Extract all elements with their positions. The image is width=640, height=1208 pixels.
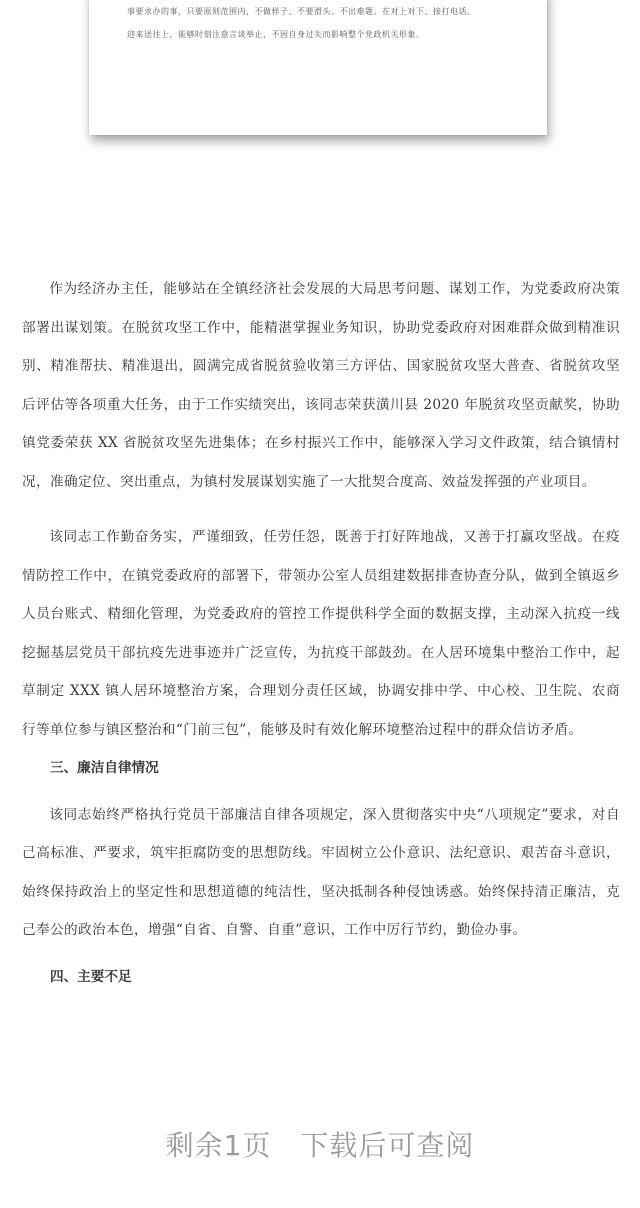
paragraph-economy-office: 作为经济办主任，能够站在全镇经济社会发展的大局思考问题、谋划工作，为党委政府决策部署出谋划策。在脱贫攻坚工作中，能精湛掌握业务知识，协助党委政府对困难群众做到精准识别、精准帮扶、精准退出，圆满完成省脱贫验收第三方评估、国家脱贫攻坚大普查、省脱贫攻坚后评估等各项重大任务，由于工作实绩突出，该同志荣获潢川县 2020 年脱贫攻坚贡献奖，协助镇党委荣获 XX 省脱贫攻坚先进集体；在乡村振兴工作中，能够深入学习文件政策，结合镇情村况，准确定位、突出重点，为镇村发展谋划实施了一大批契合度高、效益发挥强的产业项目。 [22,281,620,490]
paragraph-work-style: 该同志工作勤奋务实，严谨细致，任劳任怨，既善于打好阵地战，又善于打赢攻坚战。在疫情防控工作中，在镇党委政府的部署下，带领办公室人员组建数据排查协查分队，做到全镇返乡人员台账式、精细化管理，为党委政府的管控工作提供科学全面的数据支撑，主动深入抗疫一线挖掘基层党员干部抗疫先进事迹并广泛宣传，为抗疫干部鼓劲。在人居环境集中整治工作中，起草制定 XXX 镇人居环境整治方案，合理划分责任区域，协调安排中学、中心校、卫生院、农商行等单位参与镇区整治和“门前三包”，能够及时有效化解环境整治过程中的群众信访矛盾。 [22,529,620,738]
section-heading-shortcomings: 四、主要不足 [50,968,132,985]
remaining-pages-prompt[interactable]: 剩余1页 下载后可查阅 [165,1129,475,1162]
preview-line-2: 迎来送往上，能够时刻注意言谈举止，不因自身过失而影响整个党政机关形象。 [127,30,425,39]
document-body [22,270,620,996]
preview-line-1: 事要求办的事，只要原则范围内，不做样子、不要滑头、不出难题。在对上对下、接打电话、 [127,7,476,16]
preview-page [89,0,547,135]
preview-text [127,0,517,46]
section-heading-integrity: 三、廉洁自律情况 [50,760,159,776]
paragraph-integrity: 该同志始终严格执行党员干部廉洁自律各项规定，深入贯彻落实中央“八项规定”要求，对自己高标准、严要求，筑牢拒腐防变的思想防线。牢固树立公仆意识、法纪意识、艰苦奋斗意识，始终保持政治上的坚定性和思想道德的纯洁性，坚决抵制各种侵蚀诱惑。始终保持清正廉洁，克己奉公的政治本色，增强“自省、自警、自重”意识，工作中厉行节约，勤俭办事。 [22,806,620,938]
